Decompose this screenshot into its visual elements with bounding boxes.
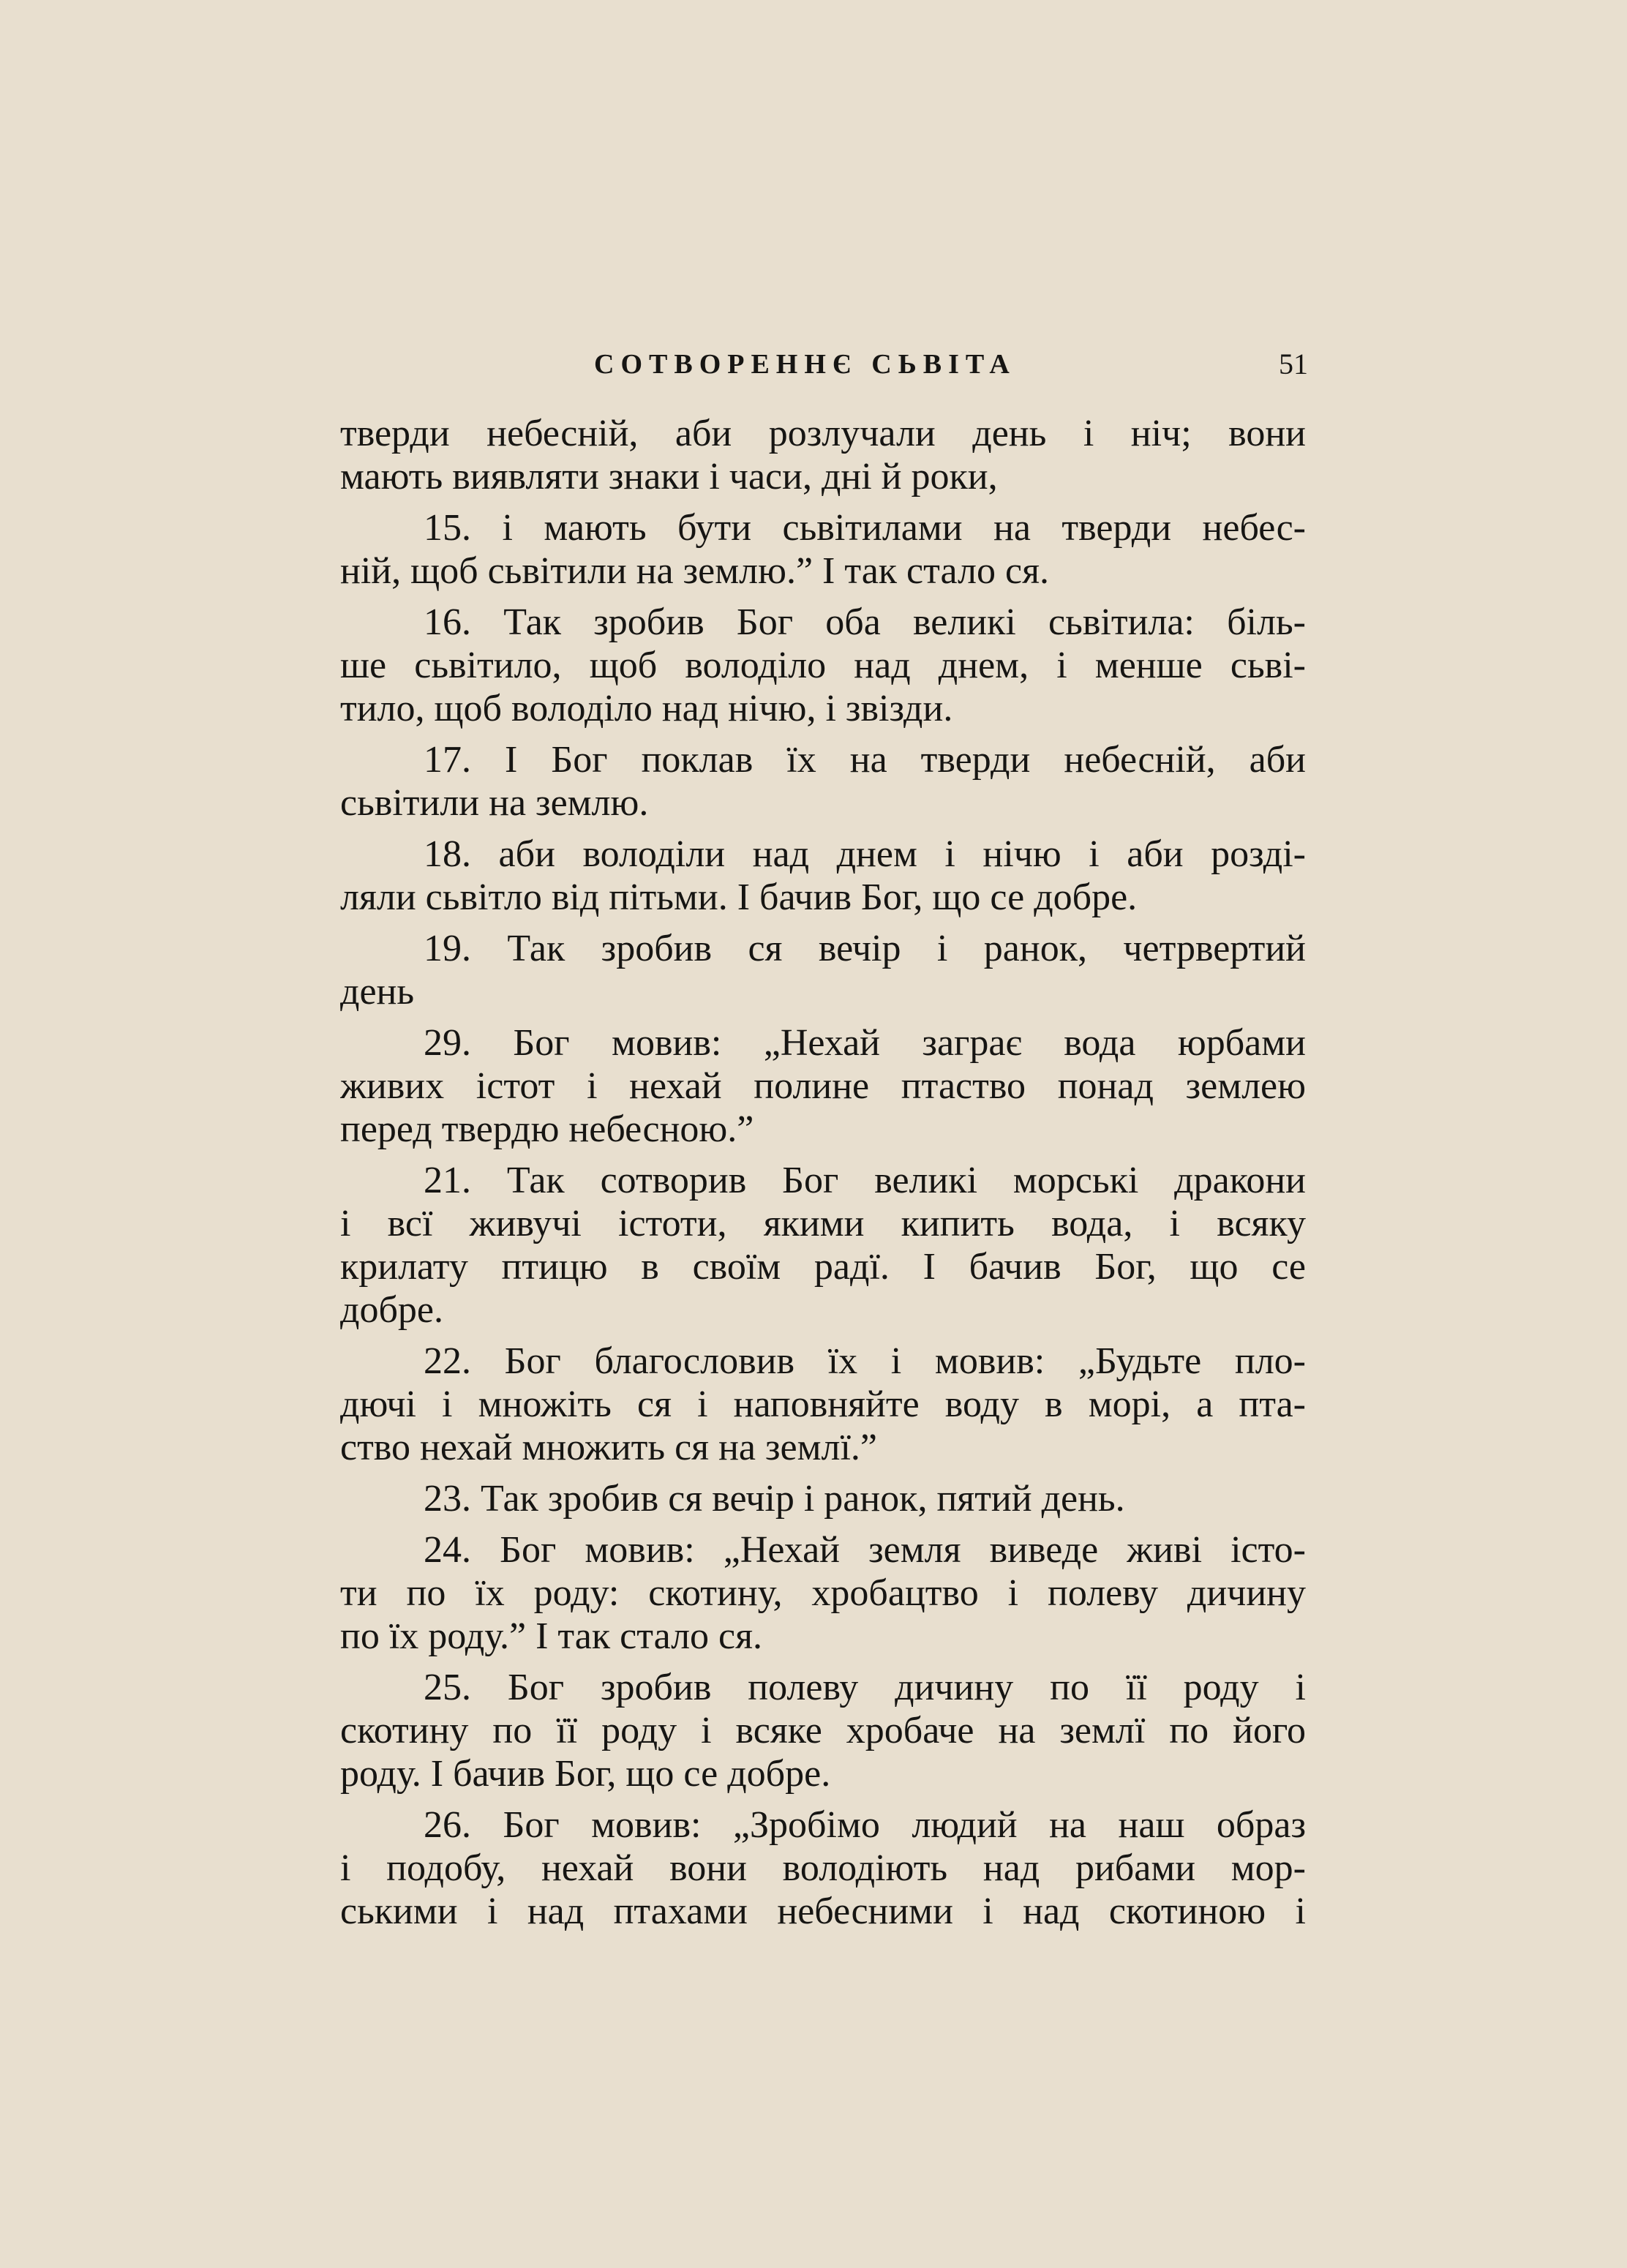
text-line: день (340, 971, 415, 1013)
text-line: 23. Так зробив ся вечір і ранок, пятий день. (424, 1478, 1125, 1520)
text-line: 19. Так зробив ся вечір і ранок, четрвертий (424, 928, 1306, 969)
text-line: ство нехай множить ся на землї.” (340, 1427, 877, 1468)
text-line: тверди небесній, аби розлучали день і ніч; вони (340, 413, 1306, 454)
text-line: мають виявляти знаки і часи, дні й роки, (340, 456, 998, 497)
text-line: добре. (340, 1289, 443, 1331)
verse-paragraph (340, 927, 1306, 1013)
body-text (340, 412, 1306, 1941)
text-line: живих істот і нехай полине птаство понад землею (340, 1065, 1306, 1107)
verse-paragraph (340, 1021, 1306, 1151)
text-line: 22. Бог благословив їх і мовив: „Будьте пло- (424, 1340, 1306, 1382)
text-line: роду. І бачив Бог, що се добре. (340, 1753, 831, 1795)
running-title: СОТВОРЕННЄ СЬВІТА (594, 349, 1016, 380)
text-line: дючі і множіть ся і наповняйте воду в морі, а пта- (340, 1383, 1306, 1425)
text-line: перед твердю небесною.” (340, 1108, 754, 1150)
text-line: тило, щоб володіло над нічю, і звізди. (340, 688, 953, 729)
verse-paragraph (340, 1340, 1306, 1469)
text-line: 25. Бог зробив полеву дичину по її роду і (424, 1667, 1306, 1708)
text-line: ти по їх роду: скотину, хробацтво і полеву дичину (340, 1572, 1306, 1614)
verse-paragraph (340, 1803, 1306, 1933)
verse-paragraph (340, 1477, 1306, 1520)
running-head (342, 342, 1308, 386)
text-line: 17. І Бог поклав їх на тверди небесній, аби (424, 739, 1306, 781)
text-line: ше сьвітило, щоб володіло над днем, і менше сьві- (340, 645, 1306, 686)
text-line: і всї живучі істоти, якими кипить вода, і всяку (340, 1203, 1306, 1244)
text-line: 21. Так сотворив Бог великі морські дракони (424, 1160, 1306, 1201)
text-line: 15. і мають бути сьвітилами на тверди небес- (424, 507, 1306, 549)
text-line: 24. Бог мовив: „Нехай земля виведе живі істо- (424, 1529, 1306, 1571)
verse-paragraph (340, 833, 1306, 919)
text-line: 29. Бог мовив: „Нехай заграє вода юрбами (424, 1022, 1306, 1064)
verse-paragraph (340, 601, 1306, 730)
verse-paragraph (340, 506, 1306, 593)
verse-paragraph (340, 738, 1306, 825)
text-line: ськими і над птахами небесними і над скотиною і (340, 1890, 1306, 1932)
verse-paragraph (340, 412, 1306, 498)
text-line: скотину по її роду і всяке хробаче на землї по його (340, 1710, 1306, 1751)
text-line: ляли сьвітло від пітьми. І бачив Бог, що се добре. (340, 876, 1138, 918)
page-number: 51 (1279, 348, 1308, 380)
verse-paragraph (340, 1666, 1306, 1795)
verse-paragraph (340, 1528, 1306, 1658)
text-line: сьвітили на землю. (340, 782, 649, 824)
verse-paragraph (340, 1159, 1306, 1332)
text-line: ній, щоб сьвітили на землю.” І так стало ся. (340, 550, 1049, 592)
text-line: крилату птицю в своїм радї. І бачив Бог, що се (340, 1246, 1306, 1288)
text-line: 16. Так зробив Бог оба великі сьвітила: біль- (424, 601, 1306, 643)
text-line: і подобу, нехай вони володіють над рибами мор- (340, 1847, 1306, 1889)
text-line: 18. аби володіли над днем і нічю і аби розді- (424, 833, 1306, 875)
text-line: 26. Бог мовив: „Зробімо людий на наш образ (424, 1804, 1306, 1846)
text-line: по їх роду.” І так стало ся. (340, 1615, 763, 1657)
